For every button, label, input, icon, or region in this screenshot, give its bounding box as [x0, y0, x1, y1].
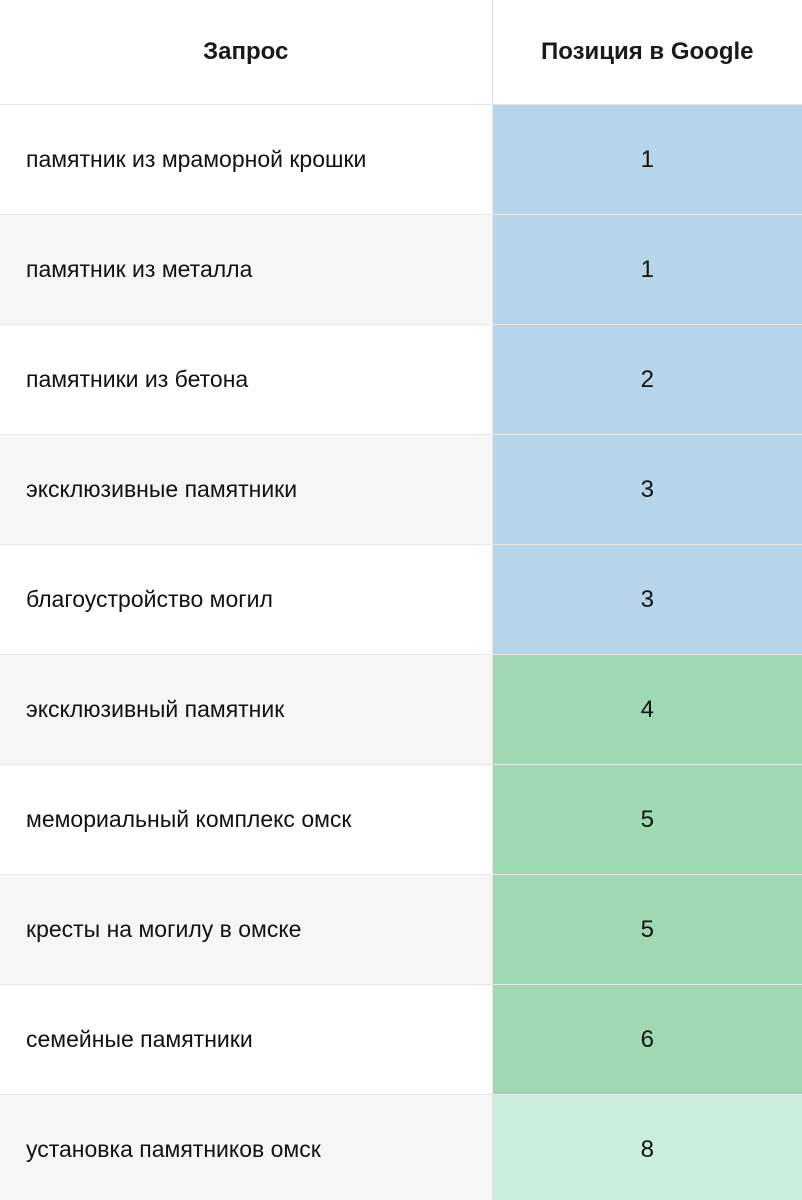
cell-position: 6 — [492, 985, 802, 1095]
cell-query: мемориальный комплекс омск — [0, 765, 492, 875]
cell-position: 5 — [492, 875, 802, 985]
table-row — [0, 105, 802, 215]
cell-query: памятники из бетона — [0, 325, 492, 435]
cell-query: памятник из металла — [0, 215, 492, 325]
cell-query: благоустройство могил — [0, 545, 492, 655]
cell-position: 1 — [492, 215, 802, 325]
table-row — [0, 435, 802, 545]
table-body — [0, 105, 802, 1200]
cell-query: семейные памятники — [0, 985, 492, 1095]
cell-position: 2 — [492, 325, 802, 435]
table-row — [0, 1095, 802, 1200]
column-header-position: Позиция в Google — [492, 0, 802, 105]
table-row — [0, 545, 802, 655]
cell-query: эксклюзивные памятники — [0, 435, 492, 545]
cell-position: 4 — [492, 655, 802, 765]
cell-position: 3 — [492, 545, 802, 655]
table-row — [0, 655, 802, 765]
cell-query: установка памятников омск — [0, 1095, 492, 1200]
table-row — [0, 765, 802, 875]
cell-position: 3 — [492, 435, 802, 545]
table-row — [0, 985, 802, 1095]
table-header-row — [0, 0, 802, 105]
cell-position: 5 — [492, 765, 802, 875]
cell-query: кресты на могилу в омске — [0, 875, 492, 985]
cell-query: памятник из мраморной крошки — [0, 105, 492, 215]
table-header — [0, 0, 802, 105]
cell-position: 1 — [492, 105, 802, 215]
table-row — [0, 325, 802, 435]
cell-position: 8 — [492, 1095, 802, 1200]
column-header-query: Запрос — [0, 0, 492, 105]
cell-query: эксклюзивный памятник — [0, 655, 492, 765]
table-row — [0, 875, 802, 985]
table-row — [0, 215, 802, 325]
